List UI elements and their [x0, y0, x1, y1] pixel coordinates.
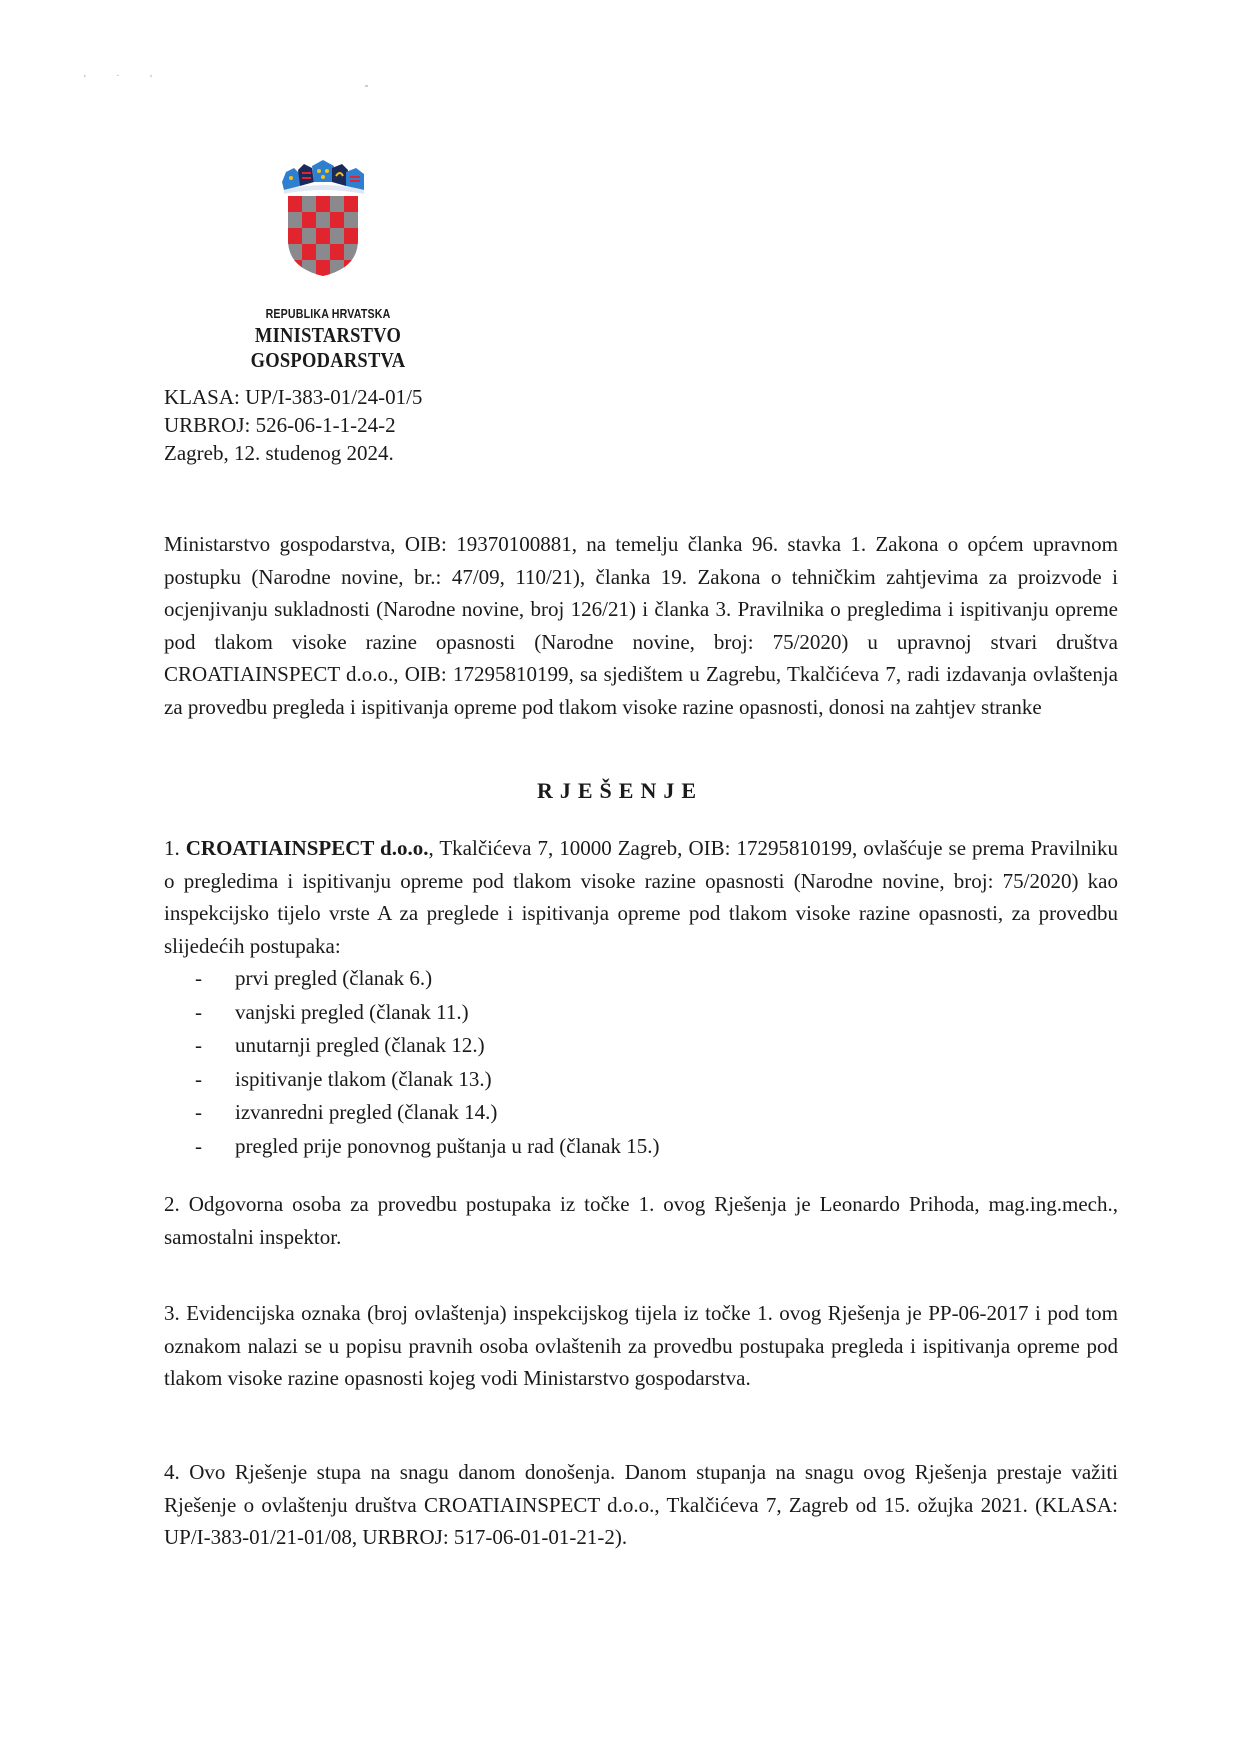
bullet-dash: -: [195, 1100, 202, 1124]
bullet-dash: -: [195, 999, 202, 1024]
list-item: [195, 996, 660, 1030]
place-date: Zagreb, 12. studenog 2024.: [164, 441, 394, 465]
point-1: [164, 832, 1118, 962]
reference-block: [164, 383, 422, 467]
point-4: 4. Ovo Rješenje stupa na snagu danom donošenja. Danom stupanja na snagu ovog Rješenja prestaje važiti Rješenje o ovlaštenju društva CROATIAINSPECT d.o.o., Tkalčićeva 7, Zagreb od 15. ožujka 2021. (KLASA: UP/I-383-01/21-01/08, URBROJ: 517-06-01-01-21-2).: [164, 1460, 1118, 1549]
bullet-dash: -: [195, 1033, 202, 1057]
procedure-text: unutarnji pregled (članak 12.): [235, 1033, 485, 1057]
decision-title: RJEŠENJE: [536, 778, 704, 803]
procedure-text: vanjski pregled (članak 11.): [235, 999, 469, 1024]
bullet-dash: -: [195, 1066, 202, 1091]
intro-paragraph: Ministarstvo gospodarstva, OIB: 19370100881, na temelju članka 96. stavka 1. Zakona o općem upravnom postupku (Narodne novine, br.: 47/09, 110/21), članka 19. Zakona o tehničkim zahtjevima za proizvode i ocjenjivanju sukladnosti (Narodne novine, broj 126/21) i članka 3. Pravilnika o pregledima i ispitivanju opreme pod tlakom visoke razine opasnosti (Narodne novine, broj: 75/2020) u upravnoj stvari društva CROATIAINSPECT d.o.o., OIB: 17295810199, sa sjedištem u Zagrebu, Tkalčićeva 7, radi izdavanja ovlaštenja za provedbu pregleda i ispitivanja opreme pod tlakom visoke razine opasnosti, donosi na zahtjev stranke: [164, 532, 1118, 719]
republic-name: REPUBLIKA HRVATSKA: [265, 307, 391, 321]
list-item: [195, 1063, 660, 1097]
bullet-dash: -: [195, 1133, 202, 1158]
list-item: [195, 1130, 660, 1164]
procedure-text: ispitivanje tlakom (članak 13.): [235, 1066, 492, 1091]
croatian-coat-of-arms-icon: [280, 160, 366, 278]
point-2: 2. Odgovorna osoba za provedbu postupaka iz točke 1. ovog Rješenja je Leonardo Prihoda, mag.ing.mech., samostalni inspektor.: [164, 1192, 1118, 1249]
point-1-number: 1.: [164, 836, 186, 860]
ministry-name: MINISTARSTVO GOSPODARSTVA: [250, 323, 406, 372]
point-3: 3. Evidencijska oznaka (broj ovlaštenja) inspekcijskog tijela iz točke 1. ovog Rješenja je PP-06-2017 i pod tom oznakom nalazi se u popisu pravnih osoba ovlaštenih za provedbu postupaka pregleda i ispitivanja opreme pod tlakom visoke razine opasnosti kojeg vodi Ministarstvo gospodarstva.: [164, 1301, 1118, 1390]
list-item: [195, 1029, 660, 1063]
checkerboard-shield: [288, 196, 358, 278]
list-item: [195, 962, 660, 996]
crown-icon: [282, 160, 364, 194]
bullet-dash: -: [195, 966, 202, 990]
scan-artifact-dot: [365, 85, 368, 87]
procedure-text: izvanredni pregled (članak 14.): [235, 1100, 498, 1124]
urbroj: URBROJ: 526-06-1-1-24-2: [164, 413, 396, 437]
list-item: [195, 1096, 660, 1130]
point-1-text: , Tkalčićeva 7, 10000 Zagreb, OIB: 17295810199, ovlašćuje se prema Pravilniku o pregledima i ispitivanju opreme pod tlakom visoke razine opasnosti (Narodne novine, broj: 75/2020) kao inspekcijsko tijelo vrste A za preglede i ispitivanja opreme pod tlakom visoke razine opasnosti, za provedbu slijedećih postupaka:: [164, 836, 1118, 958]
klasa: KLASA: UP/I-383-01/24-01/5: [164, 385, 423, 409]
scan-artifact: ' ˙ ': [84, 74, 166, 85]
company-name: CROATIAINSPECT d.o.o.: [185, 836, 429, 860]
procedures-list: [195, 962, 660, 1163]
procedure-text: prvi pregled (članak 6.): [235, 966, 433, 990]
procedure-text: pregled prije ponovnog puštanja u rad (članak 15.): [235, 1133, 660, 1158]
letterhead: [163, 307, 493, 373]
